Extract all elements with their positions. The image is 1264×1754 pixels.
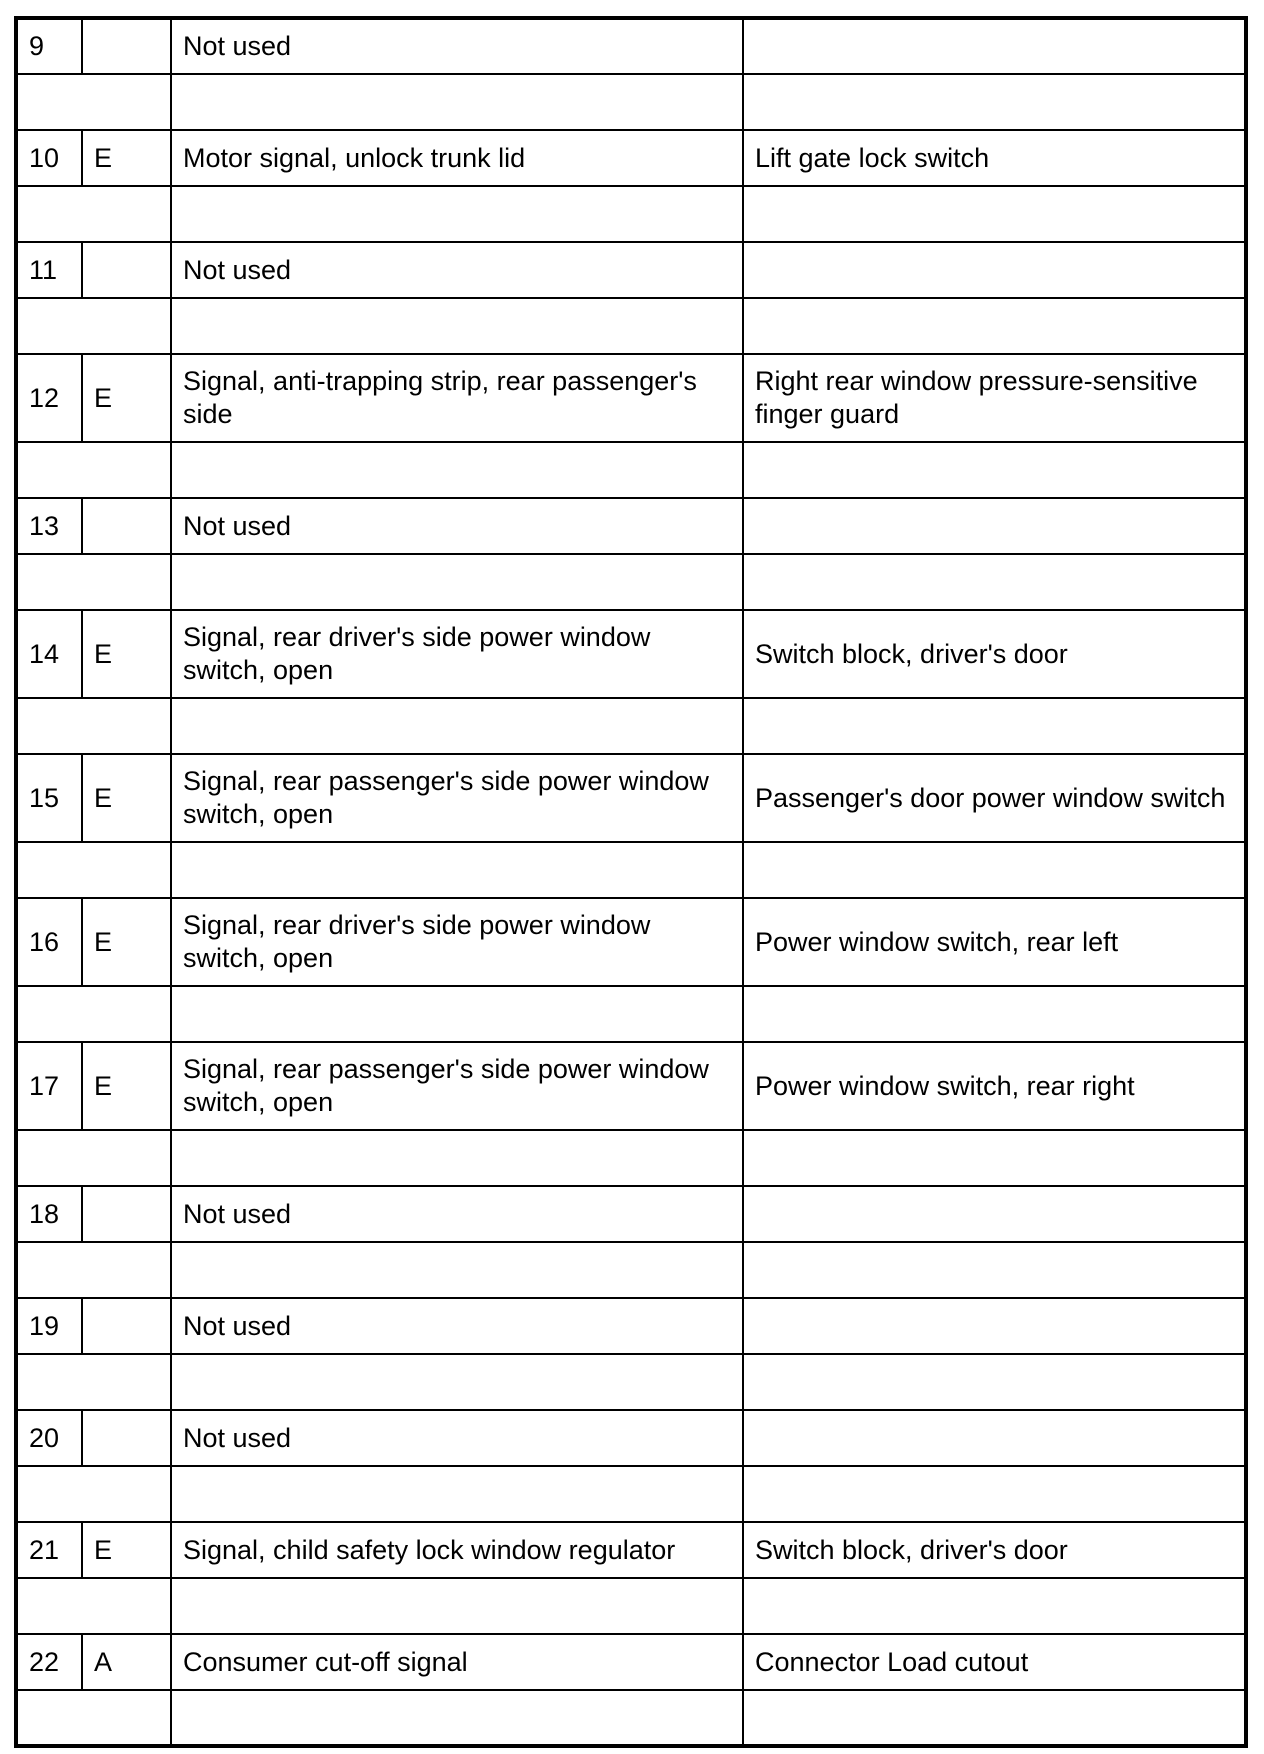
spacer-cell <box>743 1130 1246 1186</box>
description-cell: Consumer cut-off signal <box>171 1634 743 1690</box>
spacer-cell <box>16 298 171 354</box>
description-cell: Signal, child safety lock window regulator <box>171 1522 743 1578</box>
component-cell <box>743 18 1246 74</box>
description-cell: Not used <box>171 242 743 298</box>
table-row <box>16 18 1246 74</box>
signal-type-cell: E <box>82 898 171 986</box>
component-cell: Switch block, driver's door <box>743 1522 1246 1578</box>
pin-number-cell: 22 <box>16 1634 82 1690</box>
spacer-cell <box>171 1690 743 1746</box>
signal-type-cell: A <box>82 1634 171 1690</box>
pin-number-cell: 9 <box>16 18 82 74</box>
spacer-cell <box>171 442 743 498</box>
table-row <box>16 1042 1246 1130</box>
table-body <box>16 18 1246 1746</box>
component-cell: Switch block, driver's door <box>743 610 1246 698</box>
component-cell: Power window switch, rear left <box>743 898 1246 986</box>
spacer-cell <box>16 554 171 610</box>
spacer-cell <box>743 986 1246 1042</box>
table-row <box>16 1522 1246 1578</box>
spacer-cell <box>171 1466 743 1522</box>
spacer-cell <box>16 698 171 754</box>
spacer-cell <box>16 74 171 130</box>
spacer-row <box>16 1690 1246 1746</box>
spacer-cell <box>16 442 171 498</box>
spacer-cell <box>171 1354 743 1410</box>
spacer-cell <box>743 298 1246 354</box>
description-cell: Signal, anti-trapping strip, rear passenger's side <box>171 354 743 442</box>
signal-type-cell <box>82 498 171 554</box>
signal-type-cell <box>82 1186 171 1242</box>
pin-number-cell: 18 <box>16 1186 82 1242</box>
table-row <box>16 1186 1246 1242</box>
component-cell: Lift gate lock switch <box>743 130 1246 186</box>
spacer-cell <box>16 1690 171 1746</box>
component-cell <box>743 1298 1246 1354</box>
spacer-cell <box>743 1354 1246 1410</box>
description-cell: Motor signal, unlock trunk lid <box>171 130 743 186</box>
signal-type-cell <box>82 242 171 298</box>
spacer-cell <box>743 1578 1246 1634</box>
spacer-cell <box>171 1242 743 1298</box>
description-cell: Signal, rear driver's side power window switch, open <box>171 898 743 986</box>
description-cell: Not used <box>171 1298 743 1354</box>
spacer-row <box>16 698 1246 754</box>
pin-number-cell: 16 <box>16 898 82 986</box>
pin-number-cell: 11 <box>16 242 82 298</box>
pin-number-cell: 12 <box>16 354 82 442</box>
spacer-cell <box>743 698 1246 754</box>
pin-number-cell: 15 <box>16 754 82 842</box>
signal-type-cell: E <box>82 354 171 442</box>
spacer-row <box>16 442 1246 498</box>
spacer-row <box>16 554 1246 610</box>
spacer-row <box>16 298 1246 354</box>
spacer-cell <box>16 1130 171 1186</box>
description-cell: Not used <box>171 1186 743 1242</box>
spacer-cell <box>171 698 743 754</box>
description-cell: Not used <box>171 18 743 74</box>
spacer-cell <box>743 186 1246 242</box>
spacer-cell <box>743 1466 1246 1522</box>
signal-type-cell: E <box>82 610 171 698</box>
table-row <box>16 1410 1246 1466</box>
signal-type-cell <box>82 18 171 74</box>
component-cell <box>743 1186 1246 1242</box>
table-row <box>16 130 1246 186</box>
spacer-cell <box>171 186 743 242</box>
spacer-cell <box>171 554 743 610</box>
signal-type-cell <box>82 1410 171 1466</box>
table-row <box>16 1634 1246 1690</box>
spacer-cell <box>743 442 1246 498</box>
spacer-cell <box>743 1242 1246 1298</box>
spacer-row <box>16 186 1246 242</box>
spacer-cell <box>16 986 171 1042</box>
spacer-cell <box>171 74 743 130</box>
spacer-cell <box>171 1130 743 1186</box>
signal-type-cell: E <box>82 1042 171 1130</box>
signal-type-cell: E <box>82 130 171 186</box>
table-row <box>16 498 1246 554</box>
table-row <box>16 242 1246 298</box>
spacer-row <box>16 74 1246 130</box>
spacer-row <box>16 1578 1246 1634</box>
component-cell <box>743 242 1246 298</box>
signal-type-cell: E <box>82 1522 171 1578</box>
pin-number-cell: 10 <box>16 130 82 186</box>
spacer-cell <box>171 986 743 1042</box>
spacer-cell <box>16 1354 171 1410</box>
table-row <box>16 1298 1246 1354</box>
table-row <box>16 754 1246 842</box>
spacer-cell <box>743 554 1246 610</box>
pin-number-cell: 13 <box>16 498 82 554</box>
spacer-cell <box>743 1690 1246 1746</box>
component-cell: Passenger's door power window switch <box>743 754 1246 842</box>
spacer-row <box>16 1130 1246 1186</box>
pin-number-cell: 21 <box>16 1522 82 1578</box>
description-cell: Signal, rear passenger's side power window switch, open <box>171 1042 743 1130</box>
component-cell: Power window switch, rear right <box>743 1042 1246 1130</box>
signal-type-cell <box>82 1298 171 1354</box>
spacer-cell <box>16 186 171 242</box>
pin-number-cell: 17 <box>16 1042 82 1130</box>
pin-assignment-table <box>14 16 1248 1748</box>
spacer-cell <box>171 298 743 354</box>
spacer-cell <box>16 842 171 898</box>
description-cell: Signal, rear passenger's side power window switch, open <box>171 754 743 842</box>
description-cell: Not used <box>171 498 743 554</box>
spacer-cell <box>16 1242 171 1298</box>
spacer-row <box>16 986 1246 1042</box>
signal-type-cell: E <box>82 754 171 842</box>
spacer-row <box>16 1242 1246 1298</box>
spacer-row <box>16 1466 1246 1522</box>
description-cell: Signal, rear driver's side power window switch, open <box>171 610 743 698</box>
pin-number-cell: 14 <box>16 610 82 698</box>
description-cell: Not used <box>171 1410 743 1466</box>
component-cell: Right rear window pressure-sensitive finger guard <box>743 354 1246 442</box>
spacer-cell <box>171 1578 743 1634</box>
pin-number-cell: 19 <box>16 1298 82 1354</box>
spacer-row <box>16 842 1246 898</box>
spacer-row <box>16 1354 1246 1410</box>
component-cell <box>743 1410 1246 1466</box>
table-row <box>16 354 1246 442</box>
spacer-cell <box>743 74 1246 130</box>
pin-number-cell: 20 <box>16 1410 82 1466</box>
table-row <box>16 898 1246 986</box>
table-row <box>16 610 1246 698</box>
spacer-cell <box>743 842 1246 898</box>
spacer-cell <box>16 1466 171 1522</box>
spacer-cell <box>171 842 743 898</box>
component-cell: Connector Load cutout <box>743 1634 1246 1690</box>
component-cell <box>743 498 1246 554</box>
spacer-cell <box>16 1578 171 1634</box>
